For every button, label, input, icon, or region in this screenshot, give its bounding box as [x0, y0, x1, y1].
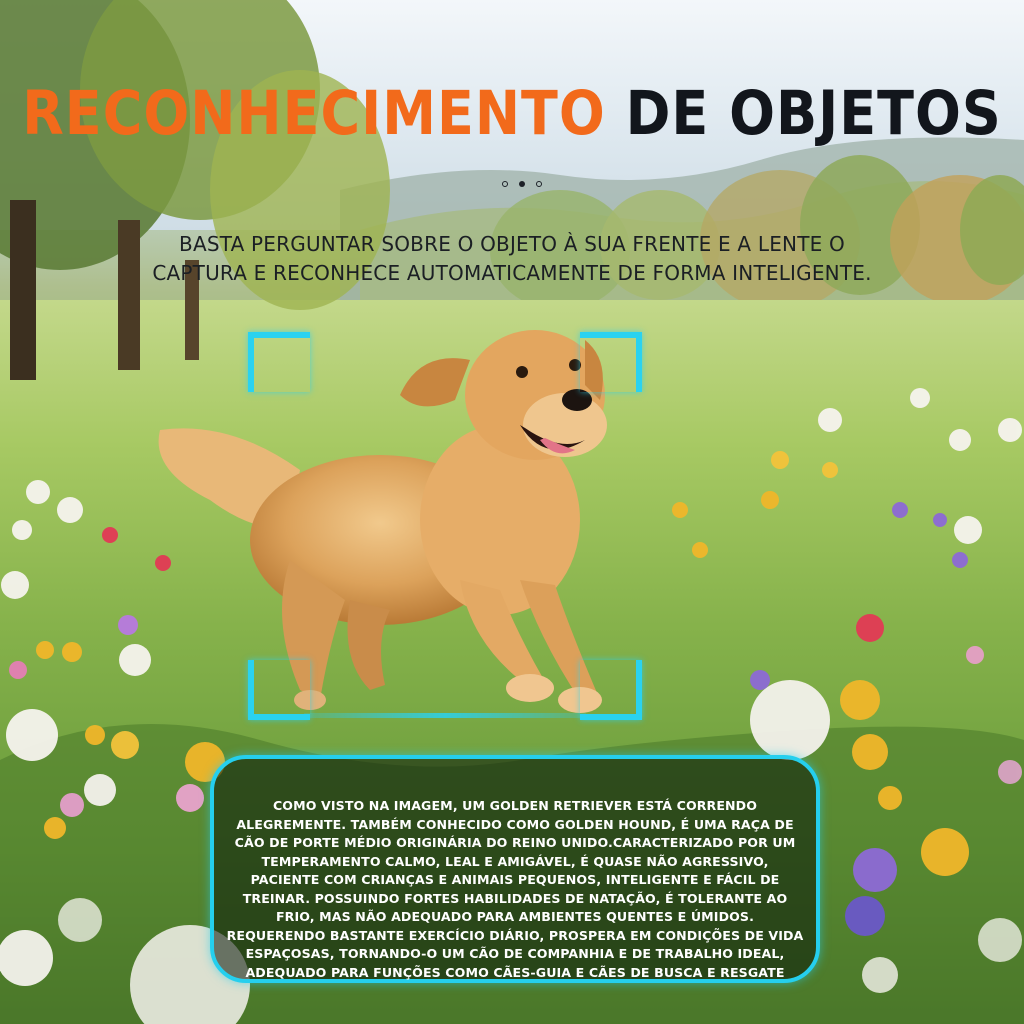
page-title [0, 78, 1024, 150]
scan-line [304, 713, 586, 718]
dot-indicator [536, 181, 542, 187]
recognition-frame [248, 332, 642, 720]
carousel-dots [500, 180, 544, 190]
subtitle-line-1: BASTA PERGUNTAR SOBRE O OBJETO À SUA FRENTE E A LENTE O [179, 232, 845, 256]
recognition-result-box [210, 755, 820, 983]
recognition-description: COMO VISTO NA IMAGEM, UM GOLDEN RETRIEVER ESTÁ CORRENDO ALEGREMENTE. TAMBÉM CONHECIDO COMO GOLDEN HOUND, É UMA RAÇA DE CÃO DE PORTE MÉDIO ORIGINÁRIA DO REINO UNIDO.CARACTERIZADO POR UM TEMPERAMENTO CALMO, LEAL E AMIGÁVEL, É QUASE NÃO AGRESSIVO, PACIENTE COM CRIANÇAS E ANIMAIS PEQUENOS, INTELIGENTE E FÁCIL DE TREINAR. POSSUINDO FORTES HABILIDADES DE NATAÇÃO, É TOLERANTE AO FRIO, MAS NÃO ADEQUADO PARA AMBIENTES QUENTES E ÚMIDOS. REQUERENDO BASTANTE EXERCÍCIO DIÁRIO, PROSPERA EM CONDIÇÕES DE VIDA ESPAÇOSAS, TORNANDO-O UM CÃO DE COMPANHIA E DE TRABALHO IDEAL, ADEQUADO PARA FUNÇÕES COMO CÃES-GUIA E CÃES DE BUSCA E RESGATE [226, 798, 804, 980]
dot-indicator [502, 181, 508, 187]
frame-corner-bottom-left [248, 660, 310, 720]
title-rest: DE OBJETOS [625, 78, 1002, 149]
title-highlight: RECONHECIMENTO [22, 78, 606, 149]
frame-corner-top-left [248, 332, 310, 392]
frame-corner-bottom-right [580, 660, 642, 720]
subtitle [120, 230, 904, 288]
subtitle-line-2: CAPTURA E RECONHECE AUTOMATICAMENTE DE FORMA INTELIGENTE. [152, 261, 872, 285]
dot-indicator-active [519, 181, 525, 187]
frame-corner-top-right [580, 332, 642, 392]
